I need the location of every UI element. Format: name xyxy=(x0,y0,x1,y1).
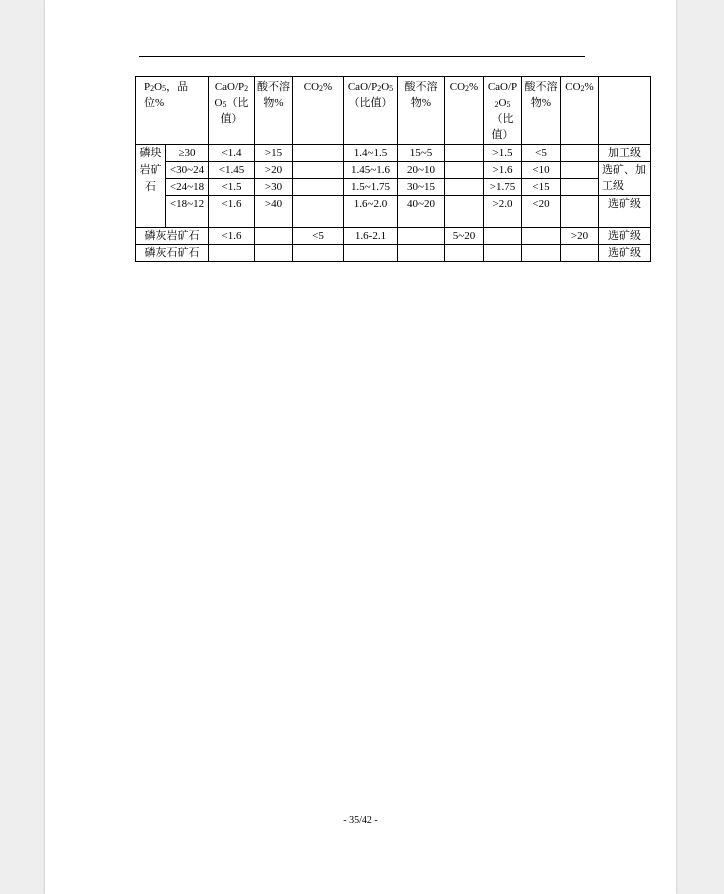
cell-value xyxy=(255,228,293,245)
cell-grade: 选矿、加工级 xyxy=(599,162,651,196)
cell-value: 15~5 xyxy=(398,145,445,162)
cell-value: >2.0 xyxy=(484,196,522,228)
cell-value: >1.75 xyxy=(484,179,522,196)
cell-p2o5: <18~12 xyxy=(166,196,209,228)
cell-value xyxy=(398,228,445,245)
header-insoluble-1: 酸不溶物% xyxy=(255,77,293,145)
cell-value: 5~20 xyxy=(445,228,484,245)
cell-value: <1.6 xyxy=(209,228,255,245)
cell-value: <5 xyxy=(522,145,561,162)
table-header-row xyxy=(136,77,651,145)
cell-value: <10 xyxy=(522,162,561,179)
cell-value xyxy=(445,196,484,228)
cell-value: 1.5~1.75 xyxy=(344,179,398,196)
cell-value xyxy=(522,228,561,245)
cell-value: 30~15 xyxy=(398,179,445,196)
cell-value: 1.45~1.6 xyxy=(344,162,398,179)
cell-grade: 加工级 xyxy=(599,145,651,162)
cell-value: <20 xyxy=(522,196,561,228)
cell-p2o5: ≥30 xyxy=(166,145,209,162)
header-insoluble-2: 酸不溶物% xyxy=(398,77,445,145)
cell-value xyxy=(561,179,599,196)
header-co2-1: $CO_2\%$ xyxy=(293,77,344,145)
page-number: - 35/42 - xyxy=(343,815,378,826)
table-row xyxy=(136,179,651,196)
cell-p2o5: <30~24 xyxy=(166,162,209,179)
header-insoluble-3: 酸不溶物% xyxy=(522,77,561,145)
cell-value xyxy=(522,245,561,262)
cell-value: <5 xyxy=(293,228,344,245)
row-label-phosphorite-limestone: 磷灰岩矿石 xyxy=(136,228,209,245)
cell-value: 40~20 xyxy=(398,196,445,228)
cell-value xyxy=(293,162,344,179)
cell-value: >15 xyxy=(255,145,293,162)
header-cao-p2o5-3: CaO/$P_2O_5$（比值） xyxy=(484,77,522,145)
ore-grade-table xyxy=(135,76,651,262)
cell-value: >1.6 xyxy=(484,162,522,179)
cell-grade: 选矿级 xyxy=(599,228,651,245)
cell-value xyxy=(445,145,484,162)
cell-value: 1.6~2.0 xyxy=(344,196,398,228)
cell-value: >1.5 xyxy=(484,145,522,162)
cell-value: 1.6-2.1 xyxy=(344,228,398,245)
cell-value: >30 xyxy=(255,179,293,196)
table-row xyxy=(136,145,651,162)
cell-value xyxy=(561,162,599,179)
row-label-apatite: 磷灰石矿石 xyxy=(136,245,209,262)
cell-value: >20 xyxy=(255,162,293,179)
cell-grade: 选矿级 xyxy=(599,245,651,262)
cell-value xyxy=(293,196,344,228)
cell-value xyxy=(561,245,599,262)
header-co2-3: $CO_2\%$ xyxy=(561,77,599,145)
cell-value xyxy=(561,145,599,162)
cell-grade: 选矿级 xyxy=(599,196,651,228)
cell-value xyxy=(445,162,484,179)
cell-value xyxy=(445,179,484,196)
header-p2o5-grade: $P_2O_5$，品位% xyxy=(136,77,209,145)
header-cao-p2o5-1: CaO/$P_2O_5$（比值） xyxy=(209,77,255,145)
cell-value: 20~10 xyxy=(398,162,445,179)
group-label-phosphorite: 磷块岩矿石 xyxy=(136,145,166,228)
header-co2-2: $CO_2\%$ xyxy=(445,77,484,145)
cell-value: >40 xyxy=(255,196,293,228)
cell-value xyxy=(484,245,522,262)
cell-value: <15 xyxy=(522,179,561,196)
document-page xyxy=(45,0,676,894)
cell-value: <1.6 xyxy=(209,196,255,228)
cell-value xyxy=(293,145,344,162)
cell-value xyxy=(484,228,522,245)
cell-value xyxy=(445,245,484,262)
cell-p2o5: <24~18 xyxy=(166,179,209,196)
table-row xyxy=(136,196,651,228)
cell-value: <1.45 xyxy=(209,162,255,179)
cell-value xyxy=(398,245,445,262)
cell-value xyxy=(344,245,398,262)
cell-value xyxy=(255,245,293,262)
header-cao-p2o5-2: CaO/$P_2O_5$（比值） xyxy=(344,77,398,145)
cell-value: <1.5 xyxy=(209,179,255,196)
cell-value xyxy=(561,196,599,228)
cell-value: >20 xyxy=(561,228,599,245)
cell-value xyxy=(209,245,255,262)
cell-value xyxy=(293,179,344,196)
table-row xyxy=(136,162,651,179)
cell-value xyxy=(293,245,344,262)
cell-value: <1.4 xyxy=(209,145,255,162)
header-grade-type xyxy=(599,77,651,145)
cell-value: 1.4~1.5 xyxy=(344,145,398,162)
table-row xyxy=(136,245,651,262)
table-row xyxy=(136,228,651,245)
header-rule xyxy=(139,56,585,57)
